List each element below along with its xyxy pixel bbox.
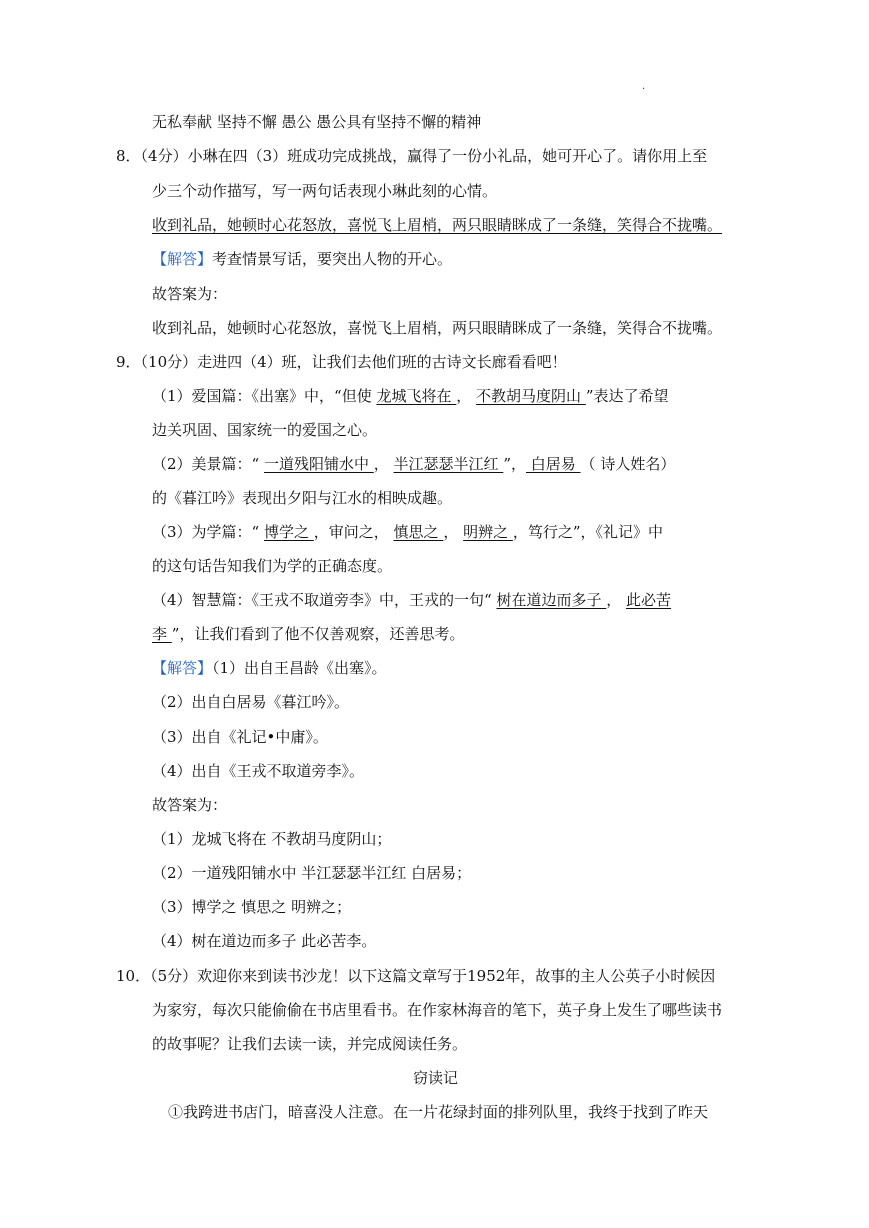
question-9-solution-2: （2）出自白居易《暮江吟》。 — [152, 693, 350, 711]
solution-text: 考查情景写话，要突出人物的开心。 — [212, 250, 453, 268]
question-9-solution-4: （4）出自《王戎不取道旁李》。 — [152, 762, 365, 780]
blank-answer: 一道残阳铺水中 — [263, 455, 374, 473]
blank-answer: 此必苦 — [626, 591, 672, 609]
question-10-line3: 的故事呢？让我们去读一读，并完成阅读任务。 — [152, 1035, 468, 1053]
question-9-part4-line2 — [152, 624, 464, 644]
question-9-solution-1 — [152, 658, 387, 678]
page-dot: · — [642, 84, 646, 95]
text: ， — [443, 523, 464, 541]
question-9-answer-4: （4）树在道边而多子 此必苦李。 — [152, 932, 377, 950]
solution-tag: 【解答】 — [152, 659, 213, 677]
question-9-answer-label: 故答案为： — [152, 796, 228, 814]
question-9-part1-line1 — [152, 386, 669, 406]
text: ，笃行之”，《礼记》中 — [512, 523, 664, 541]
article-paragraph-1: ①我跨进书店门，暗喜没人注意。在一片花绿封面的排列队里，我终于找到了昨天 — [168, 1103, 709, 1121]
question-9-answer-3: （3）博学之 慎思之 明辨之； — [152, 898, 352, 916]
question-8-final-answer: 收到礼品，她顿时心花怒放，喜悦飞上眉梢，两只眼睛眯成了一条缝，笑得合不拢嘴。 — [152, 319, 723, 337]
solution-tag: 【解答】 — [152, 250, 213, 268]
blank-answer: 李 — [152, 625, 172, 643]
text: （ 诗人姓名） — [580, 455, 676, 473]
question-9-answer-1: （1）龙城飞将在 不教胡马度阴山； — [152, 830, 392, 848]
text: ”， — [503, 455, 526, 473]
answer-line-q7: 无私奉献 坚持不懈 愚公 愚公具有坚持不懈的精神 — [152, 113, 482, 131]
blank-answer: 不教胡马度阴山 — [476, 387, 586, 405]
question-8-line2: 少三个动作描写，写一两句话表现小琳此刻的心情。 — [152, 182, 498, 200]
text: ， — [373, 455, 394, 473]
question-9-part3-line2: 的这句话告知我们为学的正确态度。 — [152, 557, 393, 575]
question-9-part3-line1 — [152, 522, 663, 542]
question-10-line2: 为家穷，每次只能偷偷在书店里看书。在作家林海音的笔下，英子身上发生了哪些读书 — [152, 1001, 723, 1019]
question-8-answer-label: 故答案为： — [152, 285, 228, 303]
question-8-answer: 收到礼品，她顿时心花怒放，喜悦飞上眉梢，两只眼睛眯成了一条缝，笑得合不拢嘴。 — [152, 216, 723, 234]
question-9-part2-line1 — [152, 454, 675, 474]
blank-answer: 慎思之 — [393, 523, 444, 541]
blank-answer: 半江瑟瑟半江红 — [393, 455, 504, 473]
text: ”表达了希望 — [585, 387, 669, 405]
blank-answer: 龙城飞将在 — [376, 387, 457, 405]
blank-answer: 树在道边而多子 — [496, 591, 607, 609]
text: （3）为学篇：“ — [152, 523, 264, 541]
text: （2）美景篇：“ — [152, 455, 264, 473]
question-9-part2-line2: 的《暮江吟》表现出夕阳与江水的相映成趣。 — [152, 489, 453, 507]
text: ”，让我们看到了他不仅善观察，还善思考。 — [171, 625, 465, 643]
question-8-solution — [152, 249, 452, 269]
text: ， — [456, 387, 477, 405]
question-9-answer-2: （2）一道残阳铺水中 半江瑟瑟半江红 白居易； — [152, 864, 472, 882]
question-8-line1: 8．（4分）小琳在四（3）班成功完成挑战，赢得了一份小礼品，她可开心了。请你用上至 — [116, 147, 708, 165]
question-9-solution-3: （3）出自《礼记•中庸》。 — [152, 728, 328, 746]
blank-answer: 白居易 — [526, 455, 581, 473]
text: ，审问之， — [313, 523, 394, 541]
question-9-title: 9．（10分）走进四（4）班，让我们去他们班的古诗文长廊看看吧！ — [116, 353, 567, 371]
text: （1）爱国篇：《出塞》中，“但使 — [152, 387, 377, 405]
text: （4）智慧篇：《王戎不取道旁李》中，王戎的一句“ — [152, 591, 497, 609]
text: ， — [606, 591, 627, 609]
question-9-part1-line2: 边关巩固、国家统一的爱国之心。 — [152, 421, 378, 439]
question-10-line1: 10．（5分）欢迎你来到读书沙龙！以下这篇文章写于1952年，故事的主人公英子小时候因 — [116, 967, 716, 985]
article-title: 窃读记 — [413, 1069, 459, 1087]
solution-text: （1）出自王昌龄《出塞》。 — [212, 659, 387, 677]
blank-answer: 博学之 — [263, 523, 314, 541]
question-9-part4-line1 — [152, 590, 671, 610]
blank-answer: 明辨之 — [463, 523, 513, 541]
